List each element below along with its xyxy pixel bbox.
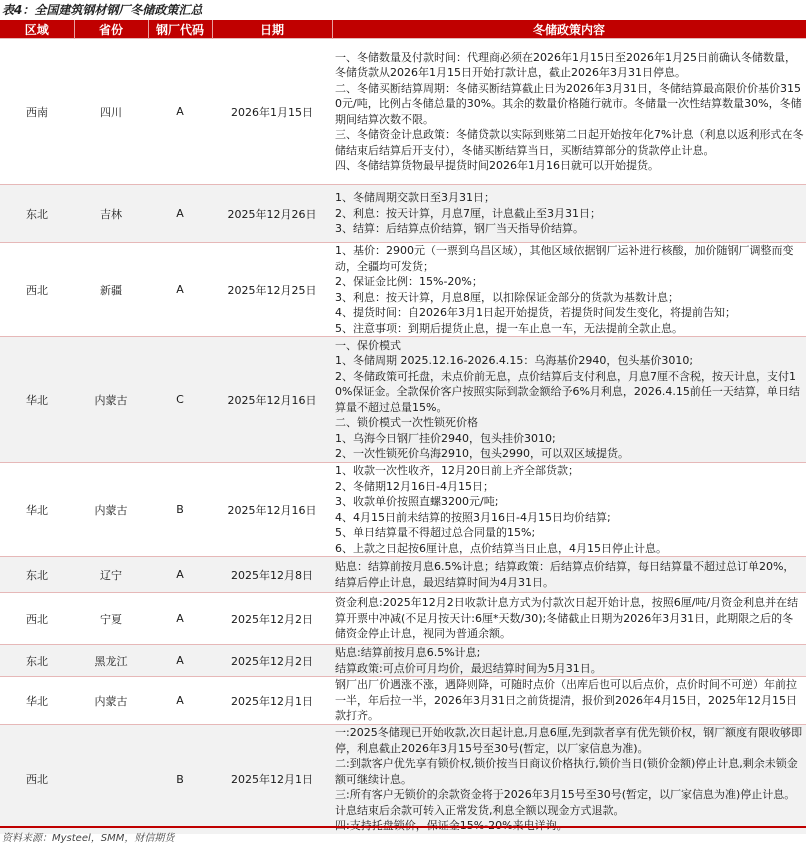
policy-line: 2、冬储期12月16日-4月15日； [335,479,494,493]
mill-code-cell: A [148,243,212,337]
header-region: 区域 [0,20,74,39]
policy-line: 4、提货时间：自2026年3月1日起开始提货，若提货时间发生变化，将提前告知； [335,306,736,319]
policy-line: 贴息：结算前按月息6.5%计息；结算政策：后结算点价结算，每日结算量不超过总订单20%，结算后停止计息，最迟结算时间为4月31日。 [335,560,795,589]
province-cell: 黑龙江 [74,645,148,677]
province-cell: 内蒙古 [74,337,148,463]
date-cell: 2025年12月25日 [212,243,332,337]
policy-line: 二:到款客户优先享有锁价权,锁价按当日商议价格执行,锁价当日(锁价金额)停止计息,剩余未锁金额可继续计息。 [335,757,798,786]
header-policy: 冬储政策内容 [332,20,806,39]
table-bottom-rule [0,826,806,828]
policy-line: 1、冬储周期交款日至3月31日； [335,191,495,205]
region-cell: 西北 [0,243,74,337]
mill-code-cell: A [148,645,212,677]
table-row [0,39,806,185]
policy-line: 1、基价：2900元（一票到乌昌区域），其他区域依据钢厂运补进行核酸，加价随钢厂调整而变动，全疆均可发货； [335,244,794,273]
policy-line: 一、保价模式 [335,338,401,352]
date-cell: 2025年12月1日 [212,725,332,834]
mill-code-cell: C [148,337,212,463]
policy-line: 一、冬储数量及付款时间：代理商必须在2026年1月15日至2026年1月25日前确认冬储数量，冬储货款从2026年1月15日开始打款计息，截止2026年3月31日停息。 [335,50,796,79]
header-mill-code: 钢厂代码 [148,20,212,39]
date-cell: 2025年12月1日 [212,677,332,725]
policy-line: 1、乌海今日钢厂挂价2940，包头挂价3010; [335,431,556,445]
province-cell: 新疆 [74,243,148,337]
policy-line: 四、冬储结算货物最早提货时间2026年1月16日就可以开始提货。 [335,159,659,172]
date-cell: 2025年12月2日 [212,645,332,677]
province-cell: 辽宁 [74,557,148,593]
policy-line: 3、收款单价按照直螺3200元/吨; [335,495,499,508]
region-cell: 东北 [0,185,74,243]
region-cell: 西北 [0,593,74,645]
date-cell: 2025年12月26日 [212,185,332,243]
table-header-row [0,20,806,39]
region-cell: 华北 [0,337,74,463]
policy-line: 3、结算：后结算点价结算，钢厂当天指导价结算。 [335,222,584,236]
mill-code-cell: A [148,185,212,243]
policy-line: 三:所有客户无锁价的余款资金将于2026年3月15号至30号(暂定，以厂家信息为准)停止计息。计息结束后余款可转入正常发货,利息全额以现金方式退款。 [335,788,796,817]
header-province: 省份 [74,20,148,39]
policy-line: 钢厂出厂价遇涨不涨，遇降则降，可随时点价（出库后也可以后点价，点价时间不可逆）年前拉一半，年后拉一半，2026年3月31日之前货提清，报价到2026年4月15日，2025年12月15日款打齐。 [335,678,797,723]
policy-cell [332,725,806,834]
policy-line: 1、冬储周期 2025.12.16-2026.4.15：乌海基价2940，包头基价3010; [335,354,694,367]
region-cell: 华北 [0,677,74,725]
table-row [0,337,806,463]
region-cell: 华北 [0,463,74,557]
policy-line: 6、上款之日起按6厘计息，点价结算当日止息，4月15日停止计息。 [335,541,667,555]
policy-cell [332,645,806,677]
table-row [0,593,806,645]
mill-code-cell: B [148,725,212,834]
policy-line: 2、利息：按天计算，月息7厘，计息截止至3月31日； [335,206,601,220]
table-row [0,677,806,725]
policy-cell [332,463,806,557]
policy-cell [332,243,806,337]
province-cell [74,725,148,834]
date-cell: 2025年12月16日 [212,337,332,463]
header-date: 日期 [212,20,332,39]
policy-cell [332,557,806,593]
table-row [0,463,806,557]
policy-cell [332,677,806,725]
policy-line: 5、注意事项：到期后提货止息，提一车止息一车，无法提前全款止息。 [335,321,683,335]
policy-cell [332,185,806,243]
region-cell: 西南 [0,39,74,185]
table-row [0,645,806,677]
province-cell: 内蒙古 [74,463,148,557]
date-cell: 2026年1月15日 [212,39,332,185]
mill-code-cell: B [148,463,212,557]
policy-line: 结算政策:可点价可月均价，最迟结算时间为5月31日。 [335,661,602,675]
policy-line: 一:2025冬储现已开始收款,次日起计息,月息6厘,先到款者享有优先锁价权，钢厂额度有限收够即停，利息截止2026年3月15号至30号(暂定，以厂家信息为准)。 [335,726,803,755]
table-row [0,185,806,243]
province-cell: 吉林 [74,185,148,243]
source-note: 资料来源：Mysteel，SMM，财信期货 [2,833,175,844]
policy-line: 1、收款一次性收齐，12月20日前上齐全部货款； [335,464,579,477]
policy-line: 5、单日结算量不得超过总合同量的15%; [335,526,536,539]
table-row [0,243,806,337]
province-cell: 内蒙古 [74,677,148,725]
mill-code-cell: A [148,39,212,185]
policy-cell [332,593,806,645]
table-title: 表4：全国建筑钢材钢厂冬储政策汇总 [2,3,203,17]
date-cell: 2025年12月8日 [212,557,332,593]
policy-line: 二、冬储买断结算周期：冬储买断结算截止日为2026年3月31日，冬储结算最高限价价基价3150元/吨，比例占冬储总量的30%。其余的数量价格随行就市。冬储量一次性结算数量30%，冬储期间结算次数不限。 [335,81,802,126]
policy-cell [332,337,806,463]
region-cell: 东北 [0,557,74,593]
table-row [0,725,806,834]
province-cell: 四川 [74,39,148,185]
region-cell: 东北 [0,645,74,677]
policy-line: 2、冬储政策可托盘，未点价前无息，点价结算后支付利息，月息7厘不含税，按天计息，支付10%保证金。全款保价客户按照实际到款金额给予6%月利息，2026.4.15前任一天结算，单日结算量不超过总量15%。 [335,369,800,414]
policy-line: 资金利息:2025年12月2日收款计息方式为付款次日起开始计息，按照6厘/吨/月资金利息并在结算开票中冲减(不足月按天计:6厘*天数/30);冬储截止日期为2026年3月31日，此期限之后的冬储资金停止计息，视同为普通余额。 [335,596,799,641]
policy-line: 4、4月15日前未结算的按照3月16日-4月15日均价结算; [335,510,611,524]
region-cell: 西北 [0,725,74,834]
policy-line: 2、一次性锁死价乌海2910，包头2990，可以双区域提货。 [335,447,629,460]
mill-code-cell: A [148,677,212,725]
winter-storage-policy-table [0,20,806,834]
province-cell: 宁夏 [74,593,148,645]
table-row [0,557,806,593]
policy-line: 3、利息：按天计算，月息8厘，以扣除保证金部分的货款为基数计息； [335,290,679,304]
policy-line: 三、冬储资金计息政策：冬储贷款以实际到账第二日起开始按年化7%计息（利息以返利形式在冬储结束后结算后开支付），冬储买断结算当日，买断结算部分的货款停止计息。 [335,128,804,157]
mill-code-cell: A [148,593,212,645]
policy-line: 二、锁价模式一次性锁死价格 [335,416,478,429]
policy-cell [332,39,806,185]
date-cell: 2025年12月16日 [212,463,332,557]
policy-line: 2、保证金比例：15%-20%； [335,275,483,288]
policy-line: 贴息:结算前按月息6.5%计息; [335,646,481,659]
mill-code-cell: A [148,557,212,593]
date-cell: 2025年12月2日 [212,593,332,645]
